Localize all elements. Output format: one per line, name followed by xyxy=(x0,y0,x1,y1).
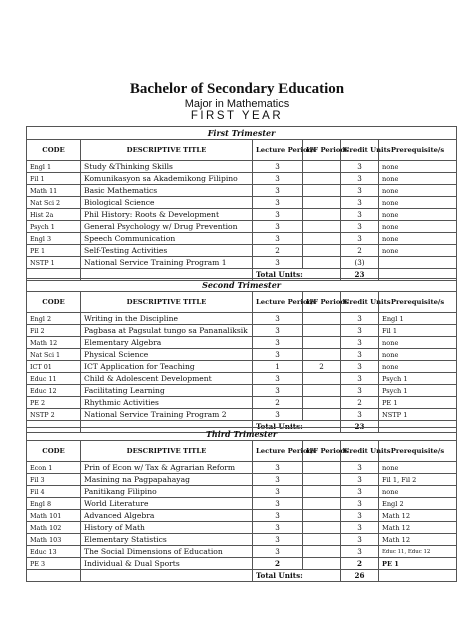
lf-periods xyxy=(303,185,341,197)
course-row xyxy=(27,209,457,221)
credit-units: 3 xyxy=(341,361,379,373)
prerequisites: none xyxy=(379,245,457,257)
prerequisites: Fil 1 xyxy=(379,325,457,337)
total-units-label: Total Units: xyxy=(253,421,341,433)
course-code: Math 12 xyxy=(27,337,81,349)
course-row xyxy=(27,185,457,197)
course-code: Math 101 xyxy=(27,510,81,522)
prerequisites: none xyxy=(379,233,457,245)
credit-units: 3 xyxy=(341,221,379,233)
credit-units: 3 xyxy=(341,197,379,209)
course-title: Phil History: Roots & Development xyxy=(81,209,253,221)
course-title: Speech Communication xyxy=(81,233,253,245)
total-units-label: Total Units: xyxy=(253,570,341,582)
lecture-periods: 3 xyxy=(253,337,303,349)
course-row xyxy=(27,361,457,373)
total-units-row xyxy=(27,570,457,582)
lf-periods xyxy=(303,474,341,486)
prerequisites: Math 12 xyxy=(379,510,457,522)
lecture-periods: 3 xyxy=(253,209,303,221)
first-trimester-table xyxy=(26,126,457,281)
lecture-periods: 3 xyxy=(253,498,303,510)
course-code: NSTP 2 xyxy=(27,409,81,421)
course-code: Engl 8 xyxy=(27,498,81,510)
course-title: Rhythmic Activities xyxy=(81,397,253,409)
course-title: Facilitating Learning xyxy=(81,385,253,397)
course-code: Fil 4 xyxy=(27,486,81,498)
lf-periods xyxy=(303,173,341,185)
lf-periods xyxy=(303,486,341,498)
course-code: Fil 2 xyxy=(27,325,81,337)
credit-units: 3 xyxy=(341,534,379,546)
lecture-periods: 3 xyxy=(253,173,303,185)
trimester-title-row xyxy=(27,127,457,140)
course-row xyxy=(27,221,457,233)
lecture-periods: 3 xyxy=(253,534,303,546)
lecture-periods: 3 xyxy=(253,313,303,325)
course-title: Study &Thinking Skills xyxy=(81,161,253,173)
lecture-periods: 3 xyxy=(253,385,303,397)
credit-units-header: Credit Units xyxy=(341,441,379,462)
course-code: Hist 2a xyxy=(27,209,81,221)
lecture-periods: 3 xyxy=(253,221,303,233)
lf-periods xyxy=(303,349,341,361)
course-row xyxy=(27,462,457,474)
lf-periods xyxy=(303,397,341,409)
lf-periods xyxy=(303,510,341,522)
course-row xyxy=(27,498,457,510)
lecture-periods: 1 xyxy=(253,361,303,373)
prerequisites-header: Prerequisite/s xyxy=(379,140,457,161)
lecture-periods: 3 xyxy=(253,486,303,498)
total-units-value: 23 xyxy=(341,269,379,281)
credit-units: (3) xyxy=(341,257,379,269)
course-row xyxy=(27,173,457,185)
credit-units: 2 xyxy=(341,245,379,257)
lecture-periods: 3 xyxy=(253,161,303,173)
lf-periods xyxy=(303,409,341,421)
course-code: Engl 2 xyxy=(27,313,81,325)
course-title: Basic Mathematics xyxy=(81,185,253,197)
course-title: General Psychology w/ Drug Prevention xyxy=(81,221,253,233)
credit-units: 3 xyxy=(341,233,379,245)
prerequisites: NSTP 1 xyxy=(379,409,457,421)
lecture-periods: 3 xyxy=(253,409,303,421)
trimester-title-row xyxy=(27,428,457,441)
trimester-title: Third Trimester xyxy=(27,428,457,441)
credit-units: 3 xyxy=(341,385,379,397)
trimester-title: Second Trimester xyxy=(27,279,457,292)
prerequisites: none xyxy=(379,173,457,185)
course-row xyxy=(27,397,457,409)
course-title: Pagbasa at Pagsulat tungo sa Pananaliksik xyxy=(81,325,253,337)
credit-units-header: Credit Units xyxy=(341,292,379,313)
course-row xyxy=(27,373,457,385)
credit-units: 3 xyxy=(341,349,379,361)
course-code: Math 103 xyxy=(27,534,81,546)
credit-units: 3 xyxy=(341,313,379,325)
credit-units: 3 xyxy=(341,161,379,173)
lf-periods xyxy=(303,373,341,385)
course-row xyxy=(27,385,457,397)
lecture-periods: 2 xyxy=(253,397,303,409)
lf-periods xyxy=(303,385,341,397)
lecture-periods: 3 xyxy=(253,349,303,361)
lecture-periods: 3 xyxy=(253,257,303,269)
column-header-row xyxy=(27,140,457,161)
course-title: Biological Science xyxy=(81,197,253,209)
course-row xyxy=(27,161,457,173)
lecture-periods: 3 xyxy=(253,546,303,558)
credit-units: 3 xyxy=(341,498,379,510)
course-title: Writing in the Discipline xyxy=(81,313,253,325)
lf-periods xyxy=(303,245,341,257)
credit-units: 2 xyxy=(341,558,379,570)
course-code: NSTP 1 xyxy=(27,257,81,269)
course-row xyxy=(27,337,457,349)
prerequisites: Math 12 xyxy=(379,534,457,546)
lf-periods xyxy=(303,462,341,474)
descriptive-title-header: DESCRIPTIVE TITLE xyxy=(81,441,253,462)
course-title: World Literature xyxy=(81,498,253,510)
prerequisites: none xyxy=(379,361,457,373)
course-row xyxy=(27,245,457,257)
blank-cell xyxy=(27,570,81,582)
prerequisites: none xyxy=(379,221,457,233)
course-title: Prin of Econ w/ Tax & Agrarian Reform xyxy=(81,462,253,474)
course-code: ICT 01 xyxy=(27,361,81,373)
credit-units: 3 xyxy=(341,522,379,534)
lf-periods xyxy=(303,522,341,534)
credit-units: 3 xyxy=(341,409,379,421)
course-title: History of Math xyxy=(81,522,253,534)
prerequisites: none xyxy=(379,486,457,498)
credit-units: 3 xyxy=(341,546,379,558)
prerequisites: none xyxy=(379,197,457,209)
course-title: Elementary Algebra xyxy=(81,337,253,349)
lf-periods xyxy=(303,221,341,233)
course-row xyxy=(27,558,457,570)
course-title: Self-Testing Activities xyxy=(81,245,253,257)
credit-units: 3 xyxy=(341,325,379,337)
course-row xyxy=(27,197,457,209)
third-trimester-table xyxy=(26,427,457,582)
lecture-periods: 3 xyxy=(253,197,303,209)
lf-periods xyxy=(303,209,341,221)
prerequisites: PE 1 xyxy=(379,558,457,570)
prerequisites: Psych 1 xyxy=(379,373,457,385)
course-code: PE 1 xyxy=(27,245,81,257)
prerequisites xyxy=(379,257,457,269)
course-code: Engl 3 xyxy=(27,233,81,245)
lecture-periods: 2 xyxy=(253,245,303,257)
course-row xyxy=(27,546,457,558)
lf-periods xyxy=(303,161,341,173)
descriptive-title-header: DESCRIPTIVE TITLE xyxy=(81,140,253,161)
lf-periods-header: L/F Periods xyxy=(303,441,341,462)
code-header: CODE xyxy=(27,140,81,161)
lecture-periods: 3 xyxy=(253,185,303,197)
credit-units-header: Credit Units xyxy=(341,140,379,161)
descriptive-title-header: DESCRIPTIVE TITLE xyxy=(81,292,253,313)
prerequisites: none xyxy=(379,161,457,173)
lf-periods xyxy=(303,233,341,245)
lecture-periods: 3 xyxy=(253,522,303,534)
course-row xyxy=(27,257,457,269)
lecture-periods: 3 xyxy=(253,510,303,522)
credit-units: 3 xyxy=(341,373,379,385)
prerequisites-header: Prerequisite/s xyxy=(379,441,457,462)
course-title: Child & Adolescent Development xyxy=(81,373,253,385)
trimester-title: First Trimester xyxy=(27,127,457,140)
lf-periods xyxy=(303,313,341,325)
lecture-periods: 3 xyxy=(253,462,303,474)
credit-units: 2 xyxy=(341,397,379,409)
prerequisites: none xyxy=(379,349,457,361)
program-major: Major in Mathematics xyxy=(184,98,290,110)
prerequisites: Educ 11, Educ 12 xyxy=(379,546,457,558)
lecture-periods: 3 xyxy=(253,325,303,337)
lf-periods-header: L/F Periods xyxy=(303,292,341,313)
course-code: Educ 13 xyxy=(27,546,81,558)
course-row xyxy=(27,474,457,486)
course-title: Komunikasyon sa Akademikong Filipino xyxy=(81,173,253,185)
column-header-row xyxy=(27,292,457,313)
course-code: Educ 11 xyxy=(27,373,81,385)
course-title: National Service Training Program 2 xyxy=(81,409,253,421)
course-title: Panitikang Filipino xyxy=(81,486,253,498)
total-units-value: 26 xyxy=(341,570,379,582)
lecture-periods-header: Lecture Periods xyxy=(253,292,303,313)
lf-periods: 2 xyxy=(303,361,341,373)
prerequisites-header: Prerequisite/s xyxy=(379,292,457,313)
course-title: Advanced Algebra xyxy=(81,510,253,522)
course-row xyxy=(27,349,457,361)
prerequisites: Engl 2 xyxy=(379,498,457,510)
lf-periods xyxy=(303,558,341,570)
code-header: CODE xyxy=(27,292,81,313)
lecture-periods: 3 xyxy=(253,474,303,486)
course-title: National Service Training Program 1 xyxy=(81,257,253,269)
prerequisites: none xyxy=(379,209,457,221)
lecture-periods-header: Lecture Periods xyxy=(253,140,303,161)
prerequisites: Math 12 xyxy=(379,522,457,534)
course-code: Nat Sci 2 xyxy=(27,197,81,209)
prerequisites: none xyxy=(379,337,457,349)
lf-periods xyxy=(303,325,341,337)
credit-units: 3 xyxy=(341,474,379,486)
prerequisites: Fil 1, Fil 2 xyxy=(379,474,457,486)
prerequisites: none xyxy=(379,462,457,474)
course-code: Fil 1 xyxy=(27,173,81,185)
credit-units: 3 xyxy=(341,173,379,185)
course-title: The Social Dimensions of Education xyxy=(81,546,253,558)
prerequisites: Engl 1 xyxy=(379,313,457,325)
lecture-periods: 3 xyxy=(253,373,303,385)
year-level: FIRST YEAR xyxy=(190,110,284,122)
course-row xyxy=(27,510,457,522)
course-row xyxy=(27,522,457,534)
blank-cell xyxy=(81,570,253,582)
lf-periods xyxy=(303,257,341,269)
course-code: PE 2 xyxy=(27,397,81,409)
course-row xyxy=(27,325,457,337)
lf-periods-header: L/F Periods xyxy=(303,140,341,161)
course-title: Masining na Pagpapahayag xyxy=(81,474,253,486)
prerequisites: none xyxy=(379,185,457,197)
credit-units: 3 xyxy=(341,486,379,498)
total-units-label: Total Units: xyxy=(253,269,341,281)
credit-units: 3 xyxy=(341,209,379,221)
credit-units: 3 xyxy=(341,510,379,522)
blank-cell xyxy=(379,570,457,582)
credit-units: 3 xyxy=(341,185,379,197)
course-code: Engl 1 xyxy=(27,161,81,173)
course-row xyxy=(27,486,457,498)
course-code: Educ 12 xyxy=(27,385,81,397)
column-header-row xyxy=(27,441,457,462)
credit-units: 3 xyxy=(341,337,379,349)
course-title: ICT Application for Teaching xyxy=(81,361,253,373)
lf-periods xyxy=(303,498,341,510)
code-header: CODE xyxy=(27,441,81,462)
course-title: Physical Science xyxy=(81,349,253,361)
lecture-periods: 3 xyxy=(253,233,303,245)
course-code: Psych 1 xyxy=(27,221,81,233)
course-title: Individual & Dual Sports xyxy=(81,558,253,570)
prerequisites: Psych 1 xyxy=(379,385,457,397)
course-title: Elementary Statistics xyxy=(81,534,253,546)
course-code: Math 102 xyxy=(27,522,81,534)
lecture-periods-header: Lecture Periods xyxy=(253,441,303,462)
course-code: Econ 1 xyxy=(27,462,81,474)
lecture-periods: 2 xyxy=(253,558,303,570)
course-row xyxy=(27,534,457,546)
course-code: Math 11 xyxy=(27,185,81,197)
lf-periods xyxy=(303,546,341,558)
program-title: Bachelor of Secondary Education xyxy=(129,81,345,97)
trimester-title-row xyxy=(27,279,457,292)
lf-periods xyxy=(303,534,341,546)
credit-units: 3 xyxy=(341,462,379,474)
lf-periods xyxy=(303,197,341,209)
second-trimester-table xyxy=(26,278,457,433)
course-row xyxy=(27,409,457,421)
course-code: PE 3 xyxy=(27,558,81,570)
lf-periods xyxy=(303,337,341,349)
total-units-value: 23 xyxy=(341,421,379,433)
course-row xyxy=(27,313,457,325)
course-code: Nat Sci 1 xyxy=(27,349,81,361)
course-row xyxy=(27,233,457,245)
course-code: Fil 3 xyxy=(27,474,81,486)
prerequisites: PE 1 xyxy=(379,397,457,409)
